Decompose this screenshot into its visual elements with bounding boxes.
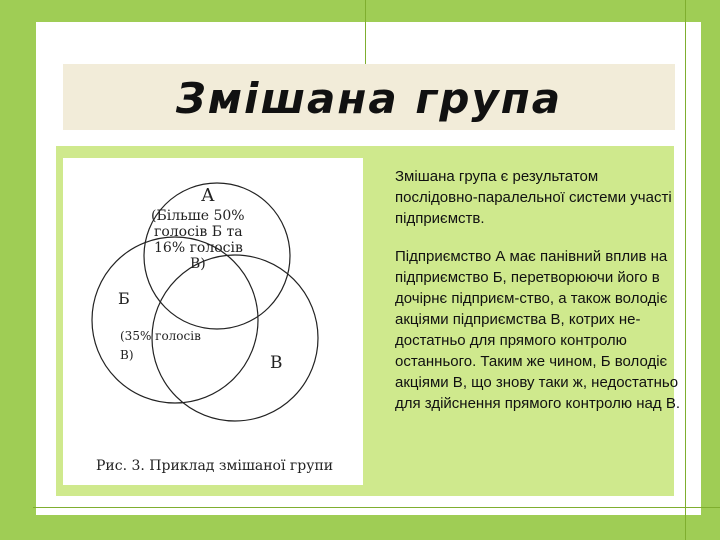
circle-a-note-line: 16% голосів xyxy=(154,240,243,256)
circle-b xyxy=(92,237,258,403)
paragraph: Змішана група є результатом послідовно-паралельної системи участі підприємств. xyxy=(395,168,672,227)
decor-line xyxy=(685,0,686,540)
paragraph: Підприємство А має панівний вплив на підприємство Б, перетворюючи його в дочірнє підприєм-ство, а також володіє акціями підприємства В, котрих не-достатньо для прямого контролю останнього. Таким же чином, Б володіє акціями В, що знову таки ж, недостатньо для здійснення прямого контролю над В. xyxy=(395,248,680,412)
circle-a-label: А xyxy=(201,185,215,206)
circle-a-note-line: (Більше 50% xyxy=(151,208,245,224)
circle-b-note-line: (35% голосів xyxy=(120,329,201,343)
circle-a-note-line: В) xyxy=(190,256,206,272)
venn-diagram xyxy=(63,158,363,485)
circle-c-label: В xyxy=(270,353,283,373)
decor-line xyxy=(33,507,720,508)
circle-b-label: Б xyxy=(118,289,130,308)
venn-figure xyxy=(63,158,363,485)
title-bar xyxy=(63,64,675,130)
circle-a xyxy=(144,183,290,329)
circle-b-note-line: В) xyxy=(120,348,134,362)
slide-title: Змішана група xyxy=(175,74,563,123)
decor-line xyxy=(365,0,366,68)
body-text xyxy=(395,166,680,431)
figure-caption: Рис. 3. Приклад змішаної групи xyxy=(96,458,334,474)
circle-a-note-line: голосів Б та xyxy=(154,224,243,240)
